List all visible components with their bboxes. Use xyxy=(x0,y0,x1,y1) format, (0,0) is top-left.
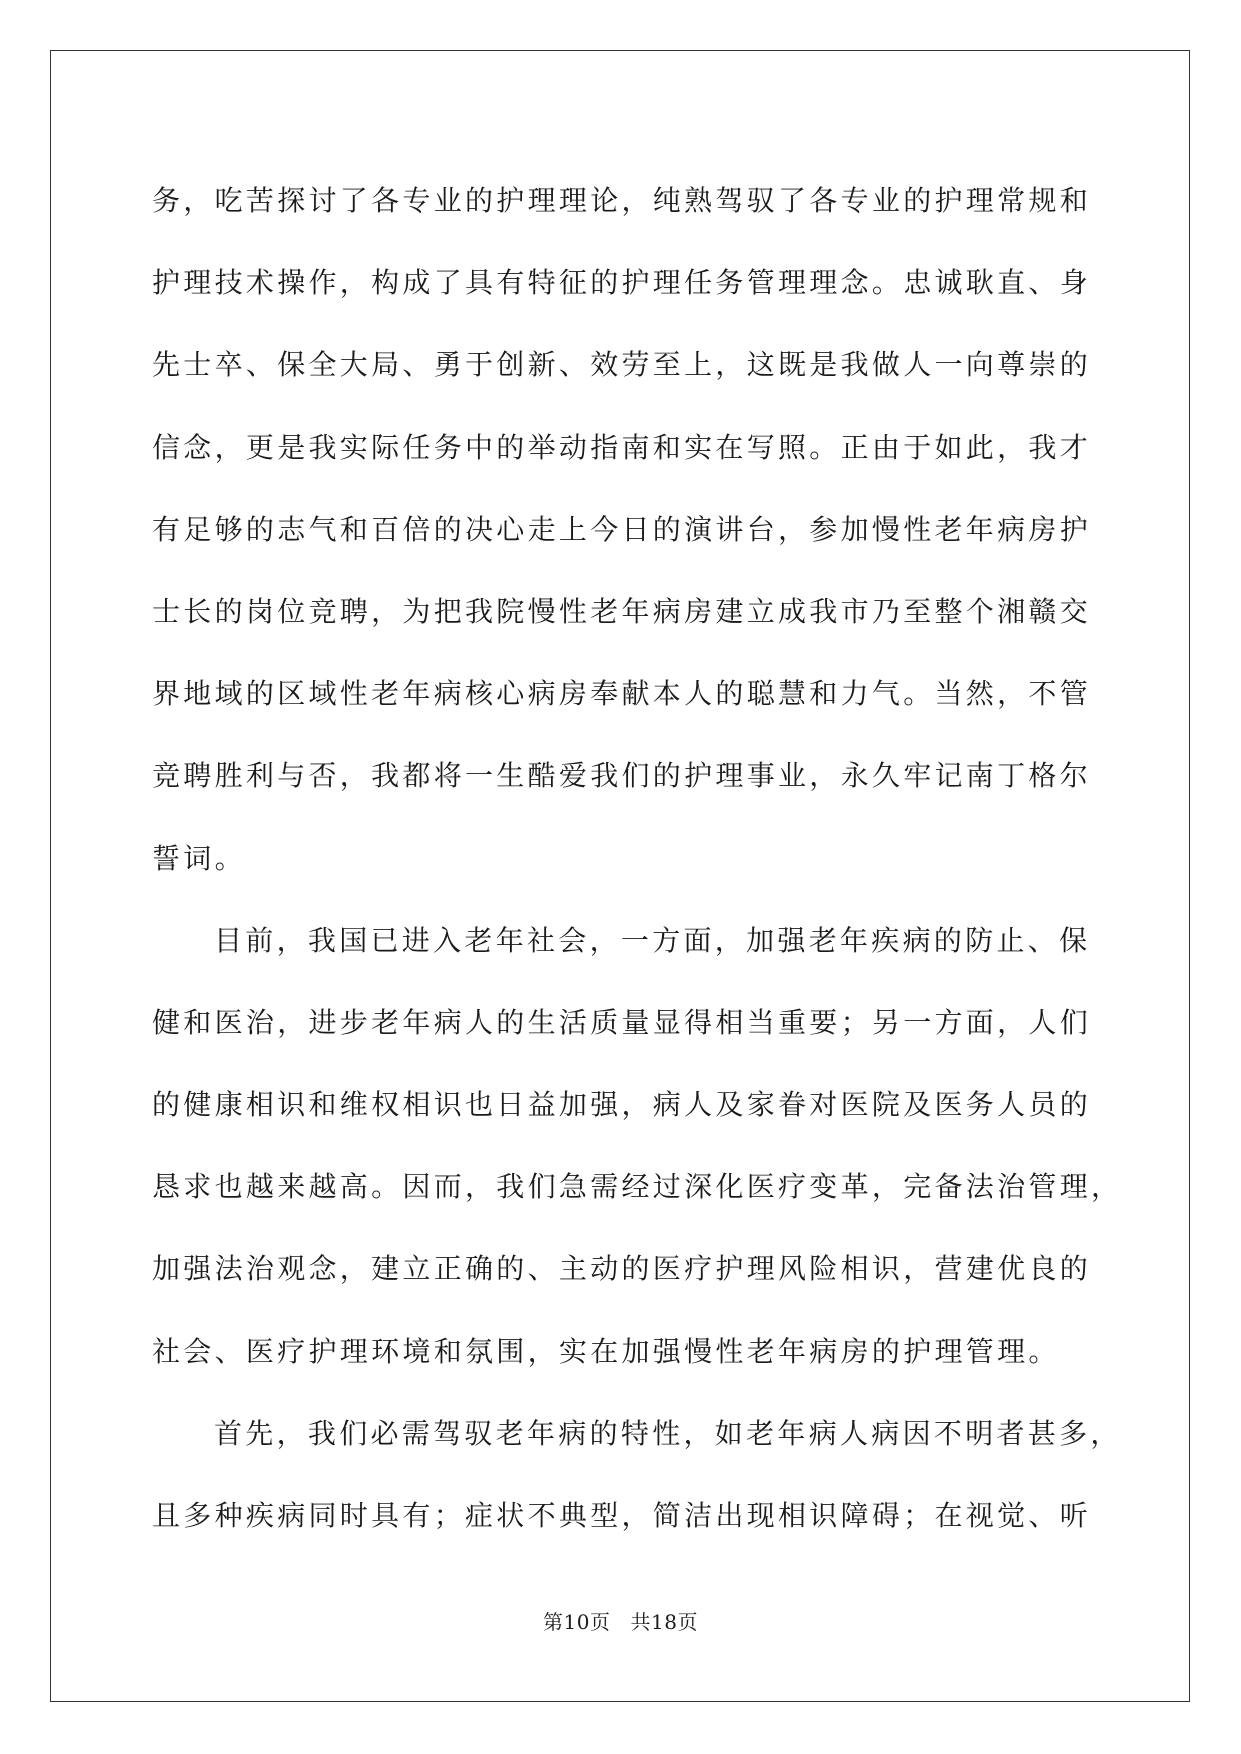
text-line: 加强法治观念，建立正确的、主动的医疗护理风险相识，营建优良的 xyxy=(152,1252,1092,1286)
paragraph-2 xyxy=(152,900,1123,1393)
text-line: 先士卒、保全大局、勇于创新、效劳至上，这既是我做人一向尊崇的 xyxy=(152,348,1092,382)
text-line: 且多种疾病同时具有；症状不典型，简洁出现相识障碍；在视觉、听 xyxy=(152,1499,1092,1532)
text-line: 健和医治，进步老年病人的生活质量显得相当重要；另一方面，人们 xyxy=(152,1005,1092,1039)
text-line: 恳求也越来越高。因而，我们急需经过深化医疗变革，完备法治管理， xyxy=(152,1170,1123,1204)
paragraph-3 xyxy=(152,1393,1122,1557)
text-line: 竞聘胜利与否，我都将一生酷爱我们的护理事业，永久牢记南丁格尔 xyxy=(152,759,1092,793)
text-line: 界地域的区域性老年病核心病房奉献本人的聪慧和力气。当然，不管 xyxy=(152,677,1092,711)
text-line: 目前，我国已进入老年社会，一方面，加强老年疾病的防止、保 xyxy=(214,923,1091,957)
text-line: 信念，更是我实际任务中的举动指南和实在写照。正由于如此，我才 xyxy=(152,430,1092,464)
paragraph-1 xyxy=(152,160,1092,900)
text-line: 的健康相识和维权相识也日益加强，病人及家眷对医院及医务人员的 xyxy=(152,1088,1092,1122)
text-line: 誓词。 xyxy=(152,841,246,875)
text-line: 社会、医疗护理环境和氛围，实在加强慢性老年病房的护理管理。 xyxy=(152,1334,1060,1368)
page-number: 第10页 xyxy=(543,1610,611,1634)
page-footer xyxy=(0,1606,1241,1635)
text-line: 务，吃苦探讨了各专业的护理理论，纯熟驾驭了各专业的护理常规和 xyxy=(152,184,1092,217)
text-line: 有足够的志气和百倍的决心走上今日的演讲台，参加慢性老年病房护 xyxy=(152,512,1092,546)
text-line: 首先，我们必需驾驭老年病的特性，如老年病人病因不明者甚多， xyxy=(214,1416,1122,1450)
document-body xyxy=(152,160,1123,1557)
text-line: 护理技术操作，构成了具有特征的护理任务管理理念。忠诚耿直、身 xyxy=(152,266,1092,300)
page-total: 共18页 xyxy=(630,1610,698,1634)
text-line: 士长的岗位竞聘，为把我院慢性老年病房建立成我市乃至整个湘赣交 xyxy=(152,594,1092,628)
